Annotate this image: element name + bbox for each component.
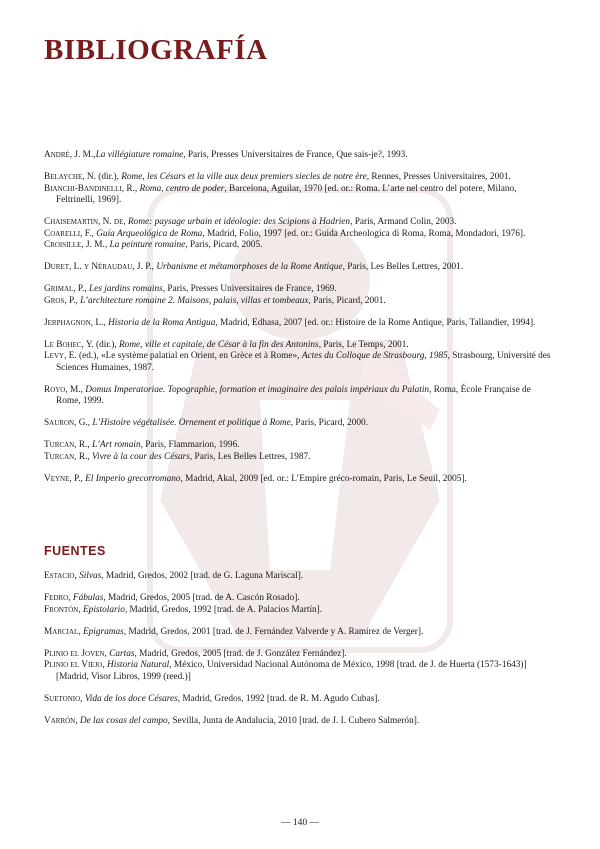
entry-publication: , Rennes, Presses Universitaires, 2001. bbox=[366, 172, 511, 182]
entry-title: Rome, ville et capitale, de César à la fin des Antonins bbox=[119, 339, 319, 350]
entry-author: André, J. M., bbox=[44, 150, 96, 160]
entry-group bbox=[44, 340, 556, 375]
entry-publication: , Paris, Flammarion, 1996. bbox=[140, 440, 240, 450]
entry-publication: , Madrid, Gredos, 2002 [trad. de G. Laguna Mariscal]. bbox=[101, 571, 304, 581]
entry-group bbox=[44, 716, 556, 728]
entry-title: Actes du Colloque de Strasbourg, 1985, bbox=[301, 351, 450, 361]
entry-author: Bianchi-Bandinelli, R., bbox=[44, 183, 138, 194]
bibliography-entry bbox=[44, 385, 556, 408]
entry-publication: , Paris, Picard, 2005. bbox=[185, 240, 263, 250]
entry-title: Rome, les Césars et la ville aux deux premiers siecles de notre ère bbox=[121, 172, 367, 182]
entry-group bbox=[44, 649, 556, 684]
entry-publication: , Paris, Presses Universitaires de France, Que sais-je?, 1993. bbox=[183, 150, 408, 160]
bibliography-entry bbox=[44, 452, 556, 464]
bibliography-entry bbox=[44, 262, 556, 274]
entry-publication: , Paris, Les Belles Lettres, 1987. bbox=[189, 451, 311, 462]
entry-publication: , Madrid, Akal, 2009 [ed. or.: L’Empire gréco-romain, Paris, Le Seuil, 2005]. bbox=[180, 473, 467, 484]
entry-title: Epistolario bbox=[83, 604, 125, 615]
entry-publication: Strasbourg, Université des Sciences Humaines, 1987. bbox=[56, 351, 551, 373]
entry-title: El Imperio grecorromano bbox=[85, 473, 181, 484]
entry-publication: , Madrid, Gredos, 2005 [trad. de J. González Fernández]. bbox=[134, 648, 347, 659]
bibliography-entry bbox=[44, 184, 556, 207]
sources-list bbox=[44, 571, 556, 738]
entry-author: Coarelli, F., bbox=[44, 228, 94, 239]
bibliography-entry bbox=[44, 593, 556, 605]
entry-group bbox=[44, 172, 556, 207]
bibliography-entry bbox=[44, 627, 556, 639]
entry-group bbox=[44, 217, 556, 252]
entry-author: Estacio, bbox=[44, 571, 77, 581]
entry-group bbox=[44, 571, 556, 583]
entry-author: Plinio el Viejo, bbox=[44, 660, 105, 670]
entry-publication: , Madrid, Folio, 1997 [ed. or.: Guida Archeologica di Roma, Roma, Mondadori, 1976]. bbox=[202, 228, 526, 239]
entry-author: Frontón, bbox=[44, 604, 81, 615]
entry-group bbox=[44, 284, 556, 307]
entry-title: La peinture romaine bbox=[109, 240, 186, 250]
entry-publication: , Paris, Picard, 2000. bbox=[290, 418, 368, 428]
entry-group bbox=[44, 440, 556, 463]
entry-author: Sauron, G., bbox=[44, 418, 91, 428]
entry-title: Roma, centro de poder bbox=[139, 183, 225, 194]
entry-author: Fedro, bbox=[44, 593, 71, 603]
bibliography-entry bbox=[44, 351, 556, 374]
entry-author: Chaisemartin, N. de, bbox=[44, 217, 126, 227]
entry-title: La villégiature romaine bbox=[95, 150, 184, 160]
bibliography-entry bbox=[44, 440, 556, 452]
entry-author: Belayche, N. bbox=[44, 172, 96, 182]
entry-author: Le Bohec, Y. bbox=[44, 339, 94, 350]
entry-title: Vivre à la cour des Césars bbox=[92, 451, 190, 462]
entry-author: Marcial, bbox=[44, 626, 81, 637]
entry-publication: , Paris, Armand Colin, 2003. bbox=[350, 217, 457, 227]
bibliography-entry bbox=[44, 418, 556, 430]
entry-group bbox=[44, 418, 556, 430]
entry-title: Cartas bbox=[109, 648, 135, 659]
entry-group bbox=[44, 627, 556, 639]
entry-group bbox=[44, 593, 556, 616]
entry-author: Plinio el Joven, bbox=[44, 648, 107, 659]
bibliography-entry bbox=[44, 474, 556, 486]
page-title: BIBLIOGRAFÍA bbox=[44, 34, 268, 66]
entry-publication: , Roma, École Française de Rome, 1999. bbox=[56, 384, 531, 406]
entry-title: Vida de los doce Césares bbox=[84, 693, 178, 704]
bibliography-entry bbox=[44, 649, 556, 661]
bibliography-entry bbox=[44, 716, 556, 728]
bibliography-entry bbox=[44, 172, 556, 184]
entry-title: Historia Natural bbox=[107, 660, 170, 670]
entry-author: Croisille, J. M., bbox=[44, 240, 108, 250]
entry-publication: , Madrid, Edhasa, 2007 [ed. or.: Histoire de la Rome Antique, Paris, Tallandier, 1994]. bbox=[215, 317, 536, 328]
entry-note: (dir.), bbox=[95, 172, 122, 182]
entry-author: Veyne, P., bbox=[44, 473, 83, 484]
bibliography-entry bbox=[44, 318, 556, 330]
page-number: — 140 — bbox=[281, 818, 319, 828]
entry-publication: , Paris, Presses Universitaires de France, 1969. bbox=[162, 284, 337, 294]
entry-title: L’architecture romaine 2. Maisons, palais, villas et tombeaux bbox=[80, 295, 309, 306]
entry-publication: , Paris, Le Temps, 2001. bbox=[318, 339, 409, 350]
entry-title: Urbanisme et métamorphoses de la Rome Antique bbox=[156, 262, 343, 272]
bibliography-entry bbox=[44, 284, 556, 296]
entry-title: Historia de la Roma Antigua bbox=[108, 317, 216, 328]
entry-author: Suetonio, bbox=[44, 693, 83, 704]
entry-note: (ed.), «Le système palatial en Orient, en Grèce et à Rome», bbox=[76, 351, 302, 361]
bibliography-entry bbox=[44, 571, 556, 583]
entry-title: De las cosas del campo bbox=[79, 715, 168, 726]
entry-publication: , Paris, Picard, 2001. bbox=[308, 295, 386, 306]
fuentes-heading: FUENTES bbox=[44, 544, 106, 558]
entry-publication: , Barcelona, Aguilar, 1970 [ed. or.: Roma. L’arte nel centro del potere, Milano, Feltrinelli, 1969]. bbox=[56, 183, 517, 205]
entry-group bbox=[44, 694, 556, 706]
bibliography-entry bbox=[44, 605, 556, 617]
entry-publication: , Madrid, Gredos, 1992 [trad. de A. Palacios Martín]. bbox=[124, 604, 323, 615]
entry-publication: , México, Universidad Nacional Autónoma de México, 1998 [trad. de J. de Huerta (1573-1643)] [Madrid, Visor Libros, 1999 (reed.)] bbox=[56, 660, 527, 682]
entry-group bbox=[44, 262, 556, 274]
bibliography-entry bbox=[44, 340, 556, 352]
entry-author: Grimal, P., bbox=[44, 284, 87, 294]
entry-title: L’Histoire végétalisée. Ornement et politique à Rome bbox=[92, 418, 291, 428]
entry-author: Varrón, bbox=[44, 715, 78, 726]
bibliography-entry bbox=[44, 240, 556, 252]
entry-author: Gros, P., bbox=[44, 295, 78, 306]
entry-title: Domus Imperatoriae. Topographie, formation et imaginaire des palais impériaux du Palatin bbox=[85, 384, 430, 395]
bibliography-entry bbox=[44, 150, 556, 162]
entry-title: Silvas bbox=[79, 571, 102, 581]
bibliography-entry bbox=[44, 694, 556, 706]
entry-publication: , Madrid, Gredos, 2005 [trad. de A. Cascón Rosado]. bbox=[103, 593, 300, 603]
entry-publication: , Paris, Les Belles Lettres, 2001. bbox=[342, 262, 464, 272]
entry-author: Turcan, R., bbox=[44, 440, 90, 450]
entry-group bbox=[44, 318, 556, 330]
entry-title: Les jardins romains bbox=[89, 284, 163, 294]
entry-author: Levy, E. bbox=[44, 351, 77, 361]
entry-title: Fábulas bbox=[72, 593, 104, 603]
bibliography-entry bbox=[44, 296, 556, 308]
entry-note: (dir.), bbox=[93, 339, 119, 350]
entry-title: L’Art romain bbox=[92, 440, 141, 450]
entry-publication: , Sevilla, Junta de Andalucía, 2010 [trad. de J. I. Cubero Salmerón]. bbox=[167, 715, 420, 726]
entry-group bbox=[44, 150, 556, 162]
entry-author: Jerphagnon, L., bbox=[44, 317, 106, 328]
entry-publication: , Madrid, Gredos, 2001 [trad. de J. Fernández Valverde y A. Ramírez de Verger]. bbox=[123, 626, 424, 637]
entry-author: Turcan, R., bbox=[44, 451, 90, 462]
bibliography-entry bbox=[44, 217, 556, 229]
bibliography-list bbox=[44, 150, 556, 496]
entry-title: Guía Arqueológica de Roma bbox=[96, 228, 203, 239]
entry-title: Epigramas bbox=[82, 626, 124, 637]
entry-title: Rome: paysage urbain et idéologie: des Scipions à Hadrien bbox=[128, 217, 351, 227]
entry-author: Duret, L. y Néraudau, J. P., bbox=[44, 262, 154, 272]
bibliography-entry bbox=[44, 229, 556, 241]
entry-group bbox=[44, 474, 556, 486]
entry-group bbox=[44, 385, 556, 408]
entry-publication: , Madrid, Gredos, 1992 [trad. de R. M. Agudo Cubas]. bbox=[177, 693, 380, 704]
bibliography-entry bbox=[44, 660, 556, 683]
entry-author: Royo, M., bbox=[44, 384, 83, 395]
